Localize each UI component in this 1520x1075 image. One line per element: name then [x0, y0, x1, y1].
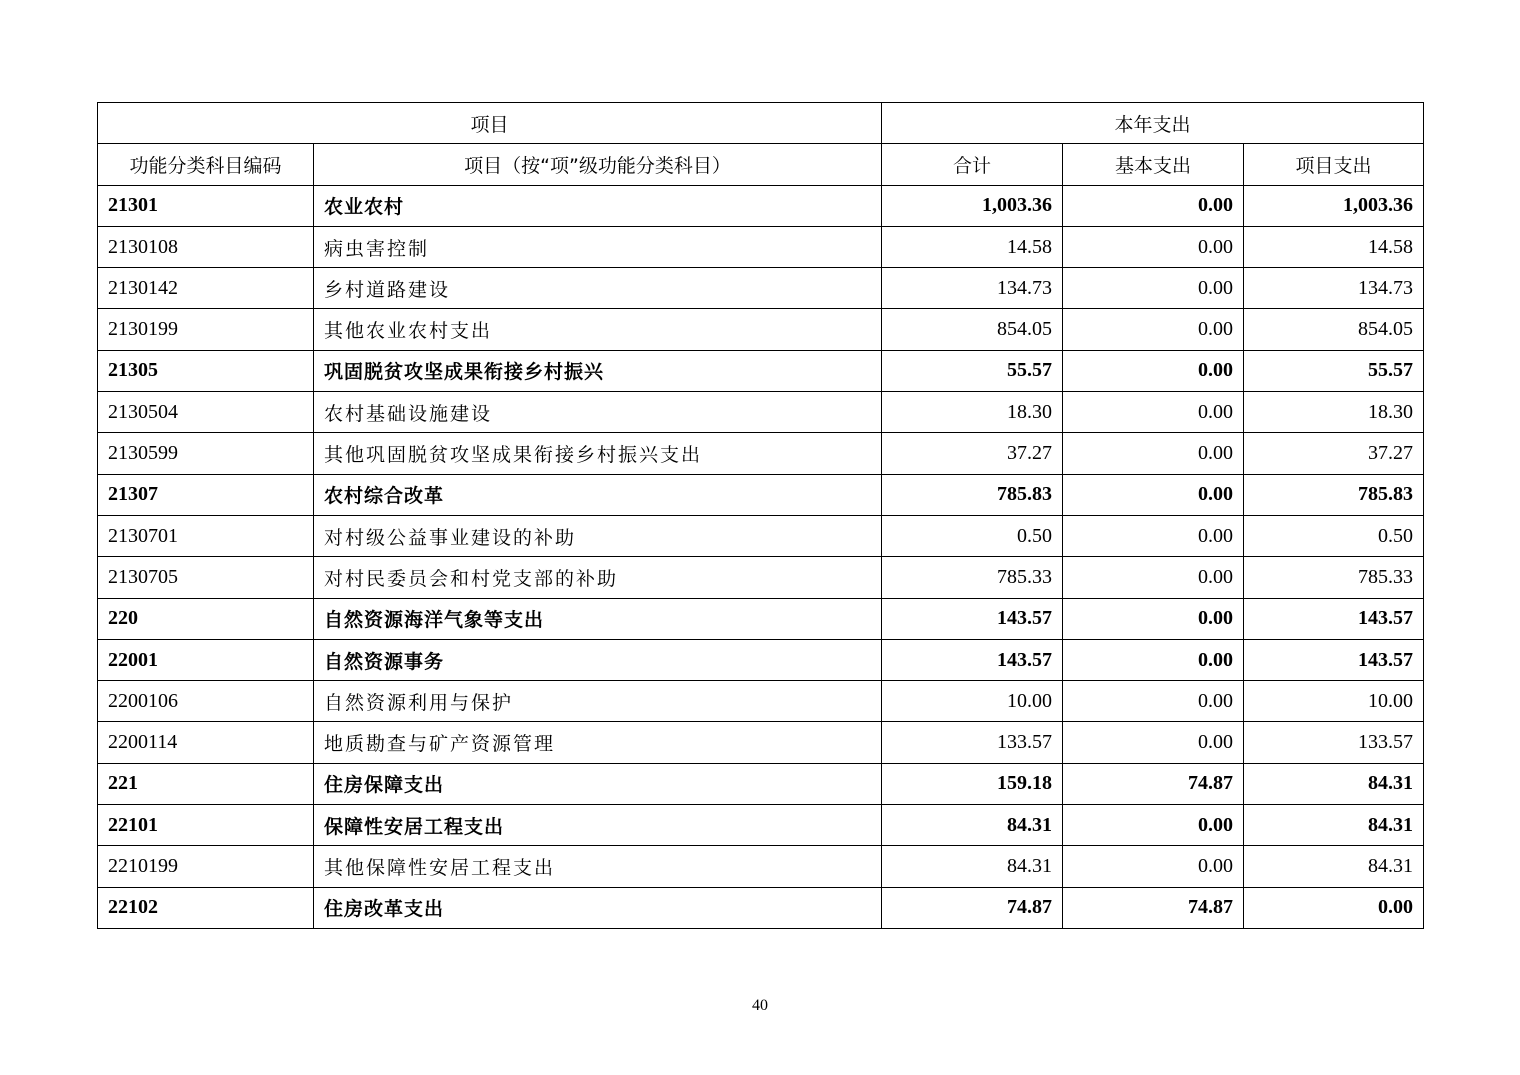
row-name-cell: 住房保障支出 — [314, 763, 882, 804]
row-code-cell: 220 — [98, 598, 314, 639]
row-total-cell: 74.87 — [882, 887, 1063, 928]
row-project-cell: 1,003.36 — [1244, 185, 1424, 226]
row-name-cell: 农村综合改革 — [314, 474, 882, 515]
row-code-cell: 2210199 — [98, 846, 314, 887]
row-total-cell: 133.57 — [882, 722, 1063, 763]
row-project-cell: 0.50 — [1244, 515, 1424, 556]
header-total: 合计 — [882, 144, 1063, 185]
row-code-cell: 2130701 — [98, 515, 314, 556]
row-name-cell: 其他巩固脱贫攻坚成果衔接乡村振兴支出 — [314, 433, 882, 474]
row-basic-cell: 74.87 — [1063, 887, 1244, 928]
row-project-cell: 18.30 — [1244, 392, 1424, 433]
row-name-cell: 地质勘查与矿产资源管理 — [314, 722, 882, 763]
row-name-cell: 农业农村 — [314, 185, 882, 226]
row-name-cell: 自然资源海洋气象等支出 — [314, 598, 882, 639]
row-total-cell: 785.33 — [882, 557, 1063, 598]
table-row — [98, 392, 1424, 433]
expenditure-table — [97, 102, 1424, 929]
table-row — [98, 309, 1424, 350]
header-basic: 基本支出 — [1063, 144, 1244, 185]
row-project-cell: 84.31 — [1244, 805, 1424, 846]
table-row — [98, 722, 1424, 763]
table-row — [98, 681, 1424, 722]
row-code-cell: 2200106 — [98, 681, 314, 722]
row-code-cell: 21305 — [98, 350, 314, 391]
row-project-cell: 143.57 — [1244, 639, 1424, 680]
row-code-cell: 2130108 — [98, 226, 314, 267]
row-total-cell: 18.30 — [882, 392, 1063, 433]
row-name-cell: 对村民委员会和村党支部的补助 — [314, 557, 882, 598]
table-row — [98, 805, 1424, 846]
row-name-cell: 住房改革支出 — [314, 887, 882, 928]
row-basic-cell: 0.00 — [1063, 515, 1244, 556]
row-code-cell: 221 — [98, 763, 314, 804]
row-basic-cell: 0.00 — [1063, 598, 1244, 639]
row-name-cell: 乡村道路建设 — [314, 268, 882, 309]
row-project-cell: 14.58 — [1244, 226, 1424, 267]
row-code-cell: 2130199 — [98, 309, 314, 350]
row-project-cell: 785.83 — [1244, 474, 1424, 515]
row-total-cell: 84.31 — [882, 846, 1063, 887]
row-total-cell: 143.57 — [882, 598, 1063, 639]
row-project-cell: 10.00 — [1244, 681, 1424, 722]
row-total-cell: 14.58 — [882, 226, 1063, 267]
row-total-cell: 55.57 — [882, 350, 1063, 391]
table-row — [98, 474, 1424, 515]
row-code-cell: 2130504 — [98, 392, 314, 433]
row-total-cell: 785.83 — [882, 474, 1063, 515]
table-row — [98, 268, 1424, 309]
row-total-cell: 0.50 — [882, 515, 1063, 556]
row-name-cell: 自然资源利用与保护 — [314, 681, 882, 722]
table-row — [98, 598, 1424, 639]
table-body — [98, 185, 1424, 928]
row-basic-cell: 0.00 — [1063, 350, 1244, 391]
table-row — [98, 185, 1424, 226]
row-project-cell: 143.57 — [1244, 598, 1424, 639]
header-row-group — [98, 103, 1424, 144]
header-row-columns — [98, 144, 1424, 185]
row-total-cell: 10.00 — [882, 681, 1063, 722]
row-name-cell: 对村级公益事业建设的补助 — [314, 515, 882, 556]
row-basic-cell: 0.00 — [1063, 722, 1244, 763]
row-basic-cell: 0.00 — [1063, 639, 1244, 680]
row-basic-cell: 0.00 — [1063, 474, 1244, 515]
row-basic-cell: 0.00 — [1063, 433, 1244, 474]
row-total-cell: 1,003.36 — [882, 185, 1063, 226]
row-basic-cell: 0.00 — [1063, 681, 1244, 722]
row-project-cell: 134.73 — [1244, 268, 1424, 309]
row-code-cell: 21301 — [98, 185, 314, 226]
table-row — [98, 433, 1424, 474]
row-total-cell: 134.73 — [882, 268, 1063, 309]
row-code-cell: 2130705 — [98, 557, 314, 598]
row-code-cell: 22001 — [98, 639, 314, 680]
row-name-cell: 巩固脱贫攻坚成果衔接乡村振兴 — [314, 350, 882, 391]
table-row — [98, 763, 1424, 804]
row-basic-cell: 0.00 — [1063, 185, 1244, 226]
header-code: 功能分类科目编码 — [98, 144, 314, 185]
row-basic-cell: 0.00 — [1063, 268, 1244, 309]
table-row — [98, 557, 1424, 598]
row-basic-cell: 0.00 — [1063, 805, 1244, 846]
row-total-cell: 854.05 — [882, 309, 1063, 350]
header-project: 项目支出 — [1244, 144, 1424, 185]
header-expense-group: 本年支出 — [882, 103, 1424, 144]
row-basic-cell: 0.00 — [1063, 557, 1244, 598]
row-project-cell: 785.33 — [1244, 557, 1424, 598]
row-code-cell: 2200114 — [98, 722, 314, 763]
header-item-group: 项目 — [98, 103, 882, 144]
row-project-cell: 0.00 — [1244, 887, 1424, 928]
row-code-cell: 2130599 — [98, 433, 314, 474]
row-project-cell: 133.57 — [1244, 722, 1424, 763]
row-name-cell: 病虫害控制 — [314, 226, 882, 267]
row-total-cell: 84.31 — [882, 805, 1063, 846]
table-row — [98, 887, 1424, 928]
row-name-cell: 自然资源事务 — [314, 639, 882, 680]
table-row — [98, 639, 1424, 680]
row-basic-cell: 0.00 — [1063, 309, 1244, 350]
row-project-cell: 84.31 — [1244, 763, 1424, 804]
row-project-cell: 84.31 — [1244, 846, 1424, 887]
row-project-cell: 37.27 — [1244, 433, 1424, 474]
row-name-cell: 其他农业农村支出 — [314, 309, 882, 350]
row-basic-cell: 0.00 — [1063, 392, 1244, 433]
row-total-cell: 159.18 — [882, 763, 1063, 804]
row-basic-cell: 0.00 — [1063, 226, 1244, 267]
table-row — [98, 846, 1424, 887]
row-code-cell: 22102 — [98, 887, 314, 928]
row-project-cell: 55.57 — [1244, 350, 1424, 391]
row-code-cell: 2130142 — [98, 268, 314, 309]
table-row — [98, 515, 1424, 556]
row-project-cell: 854.05 — [1244, 309, 1424, 350]
header-name: 项目（按“项”级功能分类科目） — [314, 144, 882, 185]
row-name-cell: 保障性安居工程支出 — [314, 805, 882, 846]
row-name-cell: 农村基础设施建设 — [314, 392, 882, 433]
row-basic-cell: 0.00 — [1063, 846, 1244, 887]
table-row — [98, 350, 1424, 391]
row-total-cell: 143.57 — [882, 639, 1063, 680]
page-number: 40 — [752, 997, 768, 1014]
row-code-cell: 21307 — [98, 474, 314, 515]
row-code-cell: 22101 — [98, 805, 314, 846]
table-row — [98, 226, 1424, 267]
row-basic-cell: 74.87 — [1063, 763, 1244, 804]
row-name-cell: 其他保障性安居工程支出 — [314, 846, 882, 887]
row-total-cell: 37.27 — [882, 433, 1063, 474]
